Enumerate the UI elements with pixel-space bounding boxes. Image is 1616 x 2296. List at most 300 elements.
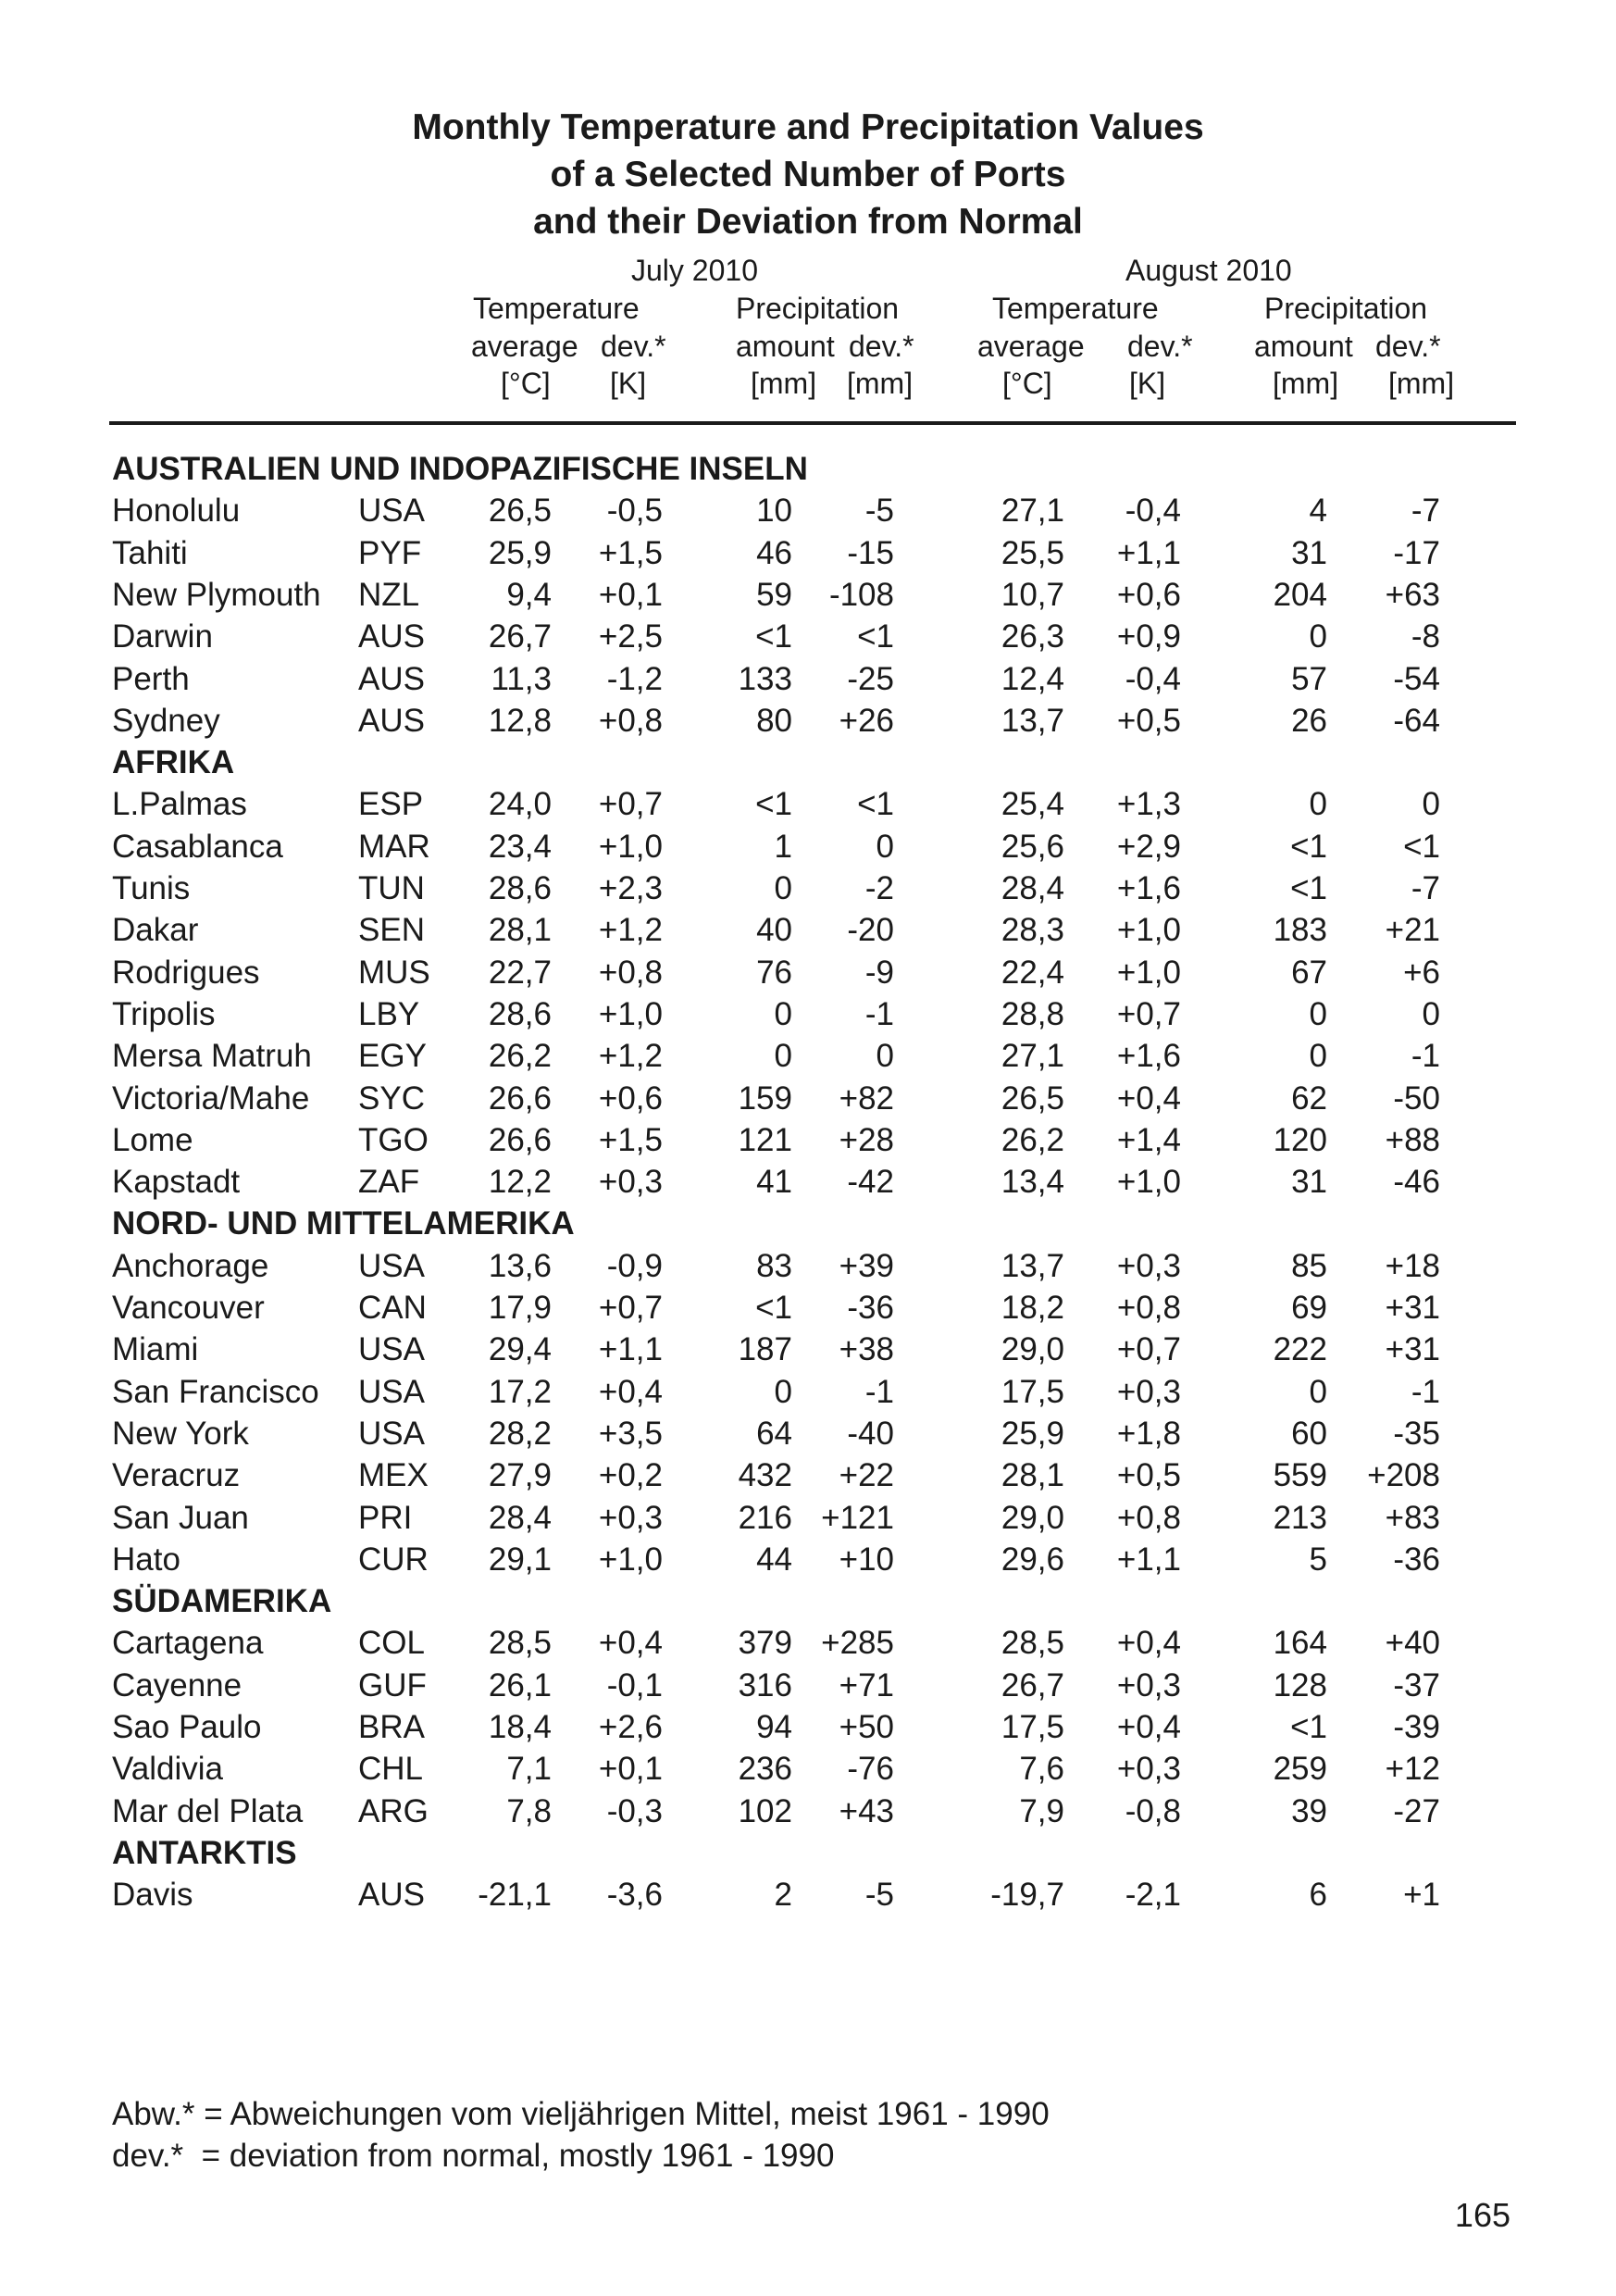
cell-jul-precip-dev: -9 xyxy=(864,954,894,991)
cell-aug-precip-dev: +31 xyxy=(1385,1331,1440,1368)
cell-aug-temp-avg: 29,6 xyxy=(1001,1541,1064,1578)
cell-aug-precip-amt: 0 xyxy=(1309,1038,1327,1075)
cell-aug-precip-dev: -17 xyxy=(1393,534,1440,571)
table-row xyxy=(0,1161,1616,1203)
cell-jul-precip-dev: 0 xyxy=(876,1038,894,1075)
country-code: USA xyxy=(358,1331,425,1368)
cell-jul-temp-avg: 13,6 xyxy=(488,1247,552,1284)
cell-aug-temp-avg: 28,5 xyxy=(1001,1625,1064,1662)
cell-aug-precip-amt: 26 xyxy=(1291,702,1327,739)
header-rule xyxy=(109,421,1516,425)
cell-jul-temp-dev: +2,3 xyxy=(598,870,663,906)
table-row xyxy=(0,490,1616,531)
cell-jul-precip-dev: -36 xyxy=(847,1290,894,1326)
cell-jul-temp-avg: 24,0 xyxy=(488,786,552,823)
cell-aug-temp-dev: +0,3 xyxy=(1116,1666,1181,1703)
country-code: ZAF xyxy=(358,1164,420,1201)
port-name: Dakar xyxy=(112,912,199,949)
section-title: AUSTRALIEN UND INDOPAZIFISCHE INSELN xyxy=(112,451,808,487)
cell-aug-temp-avg: 26,7 xyxy=(1001,1666,1064,1703)
country-code: AUS xyxy=(358,1877,425,1914)
cell-aug-precip-amt: 6 xyxy=(1309,1877,1327,1914)
section-header-row xyxy=(0,1580,1616,1622)
cell-jul-precip-dev: +26 xyxy=(839,702,894,739)
cell-jul-temp-dev: -0,9 xyxy=(606,1247,663,1284)
cell-jul-temp-avg: 29,1 xyxy=(488,1541,552,1578)
cell-aug-temp-dev: -2,1 xyxy=(1125,1877,1181,1914)
cell-aug-temp-avg: 26,5 xyxy=(1001,1079,1064,1117)
cell-aug-temp-dev: -0,4 xyxy=(1125,493,1181,530)
cell-aug-precip-dev: -8 xyxy=(1411,618,1440,655)
cell-jul-temp-avg: 22,7 xyxy=(488,954,552,991)
cell-aug-precip-dev: +1 xyxy=(1403,1877,1440,1914)
port-name: Veracruz xyxy=(112,1457,241,1494)
cell-jul-temp-avg: 26,6 xyxy=(488,1121,552,1158)
cell-aug-precip-dev: <1 xyxy=(1403,828,1440,865)
title-line-3: and their Deviation from Normal xyxy=(533,202,1083,242)
cell-aug-temp-dev: +0,4 xyxy=(1116,1079,1181,1117)
header-august-temp-dev: dev.* xyxy=(1127,330,1193,363)
cell-jul-temp-dev: +0,1 xyxy=(598,1751,663,1788)
cell-jul-temp-avg: 28,5 xyxy=(488,1625,552,1662)
cell-aug-precip-amt: 39 xyxy=(1291,1792,1327,1829)
cell-jul-precip-amt: 121 xyxy=(738,1121,792,1158)
port-name: Lome xyxy=(112,1121,193,1158)
country-code: GUF xyxy=(358,1666,427,1703)
cell-jul-precip-amt: 41 xyxy=(756,1164,792,1201)
cell-jul-temp-avg: 17,9 xyxy=(488,1290,552,1326)
country-code: BRA xyxy=(358,1709,425,1745)
page-number: 165 xyxy=(1454,2196,1510,2234)
port-name: Anchorage xyxy=(112,1247,269,1284)
cell-aug-precip-dev: -37 xyxy=(1393,1666,1440,1703)
cell-jul-precip-dev: -25 xyxy=(847,660,894,697)
port-name: Tahiti xyxy=(112,534,188,571)
port-name: Valdivia xyxy=(112,1751,223,1788)
port-name: Sydney xyxy=(112,702,220,739)
table-row xyxy=(0,1706,1616,1748)
cell-aug-precip-dev: -54 xyxy=(1393,660,1440,697)
cell-jul-precip-dev: -42 xyxy=(847,1164,894,1201)
country-code: USA xyxy=(358,493,425,530)
header-august-average: average xyxy=(977,330,1085,363)
country-code: AUS xyxy=(358,618,425,655)
cell-jul-temp-avg: -21,1 xyxy=(478,1877,552,1914)
country-code: CUR xyxy=(358,1541,429,1578)
cell-aug-precip-amt: 204 xyxy=(1273,576,1327,613)
cell-aug-precip-dev: +88 xyxy=(1385,1121,1440,1158)
cell-aug-precip-dev: -50 xyxy=(1393,1079,1440,1117)
header-august-amount: amount xyxy=(1254,330,1353,363)
cell-aug-temp-dev: +0,7 xyxy=(1116,995,1181,1032)
port-name: Miami xyxy=(112,1331,199,1368)
cell-aug-temp-avg: 29,0 xyxy=(1001,1331,1064,1368)
cell-jul-precip-dev: +22 xyxy=(839,1457,894,1494)
cell-jul-precip-amt: 0 xyxy=(774,870,792,906)
port-name: Vancouver xyxy=(112,1290,265,1326)
cell-aug-temp-avg: 27,1 xyxy=(1001,1038,1064,1075)
table-row xyxy=(0,1791,1616,1832)
cell-aug-precip-amt: 4 xyxy=(1309,493,1327,530)
cell-jul-temp-dev: -0,5 xyxy=(606,493,663,530)
cell-jul-temp-dev: +0,8 xyxy=(598,702,663,739)
cell-jul-temp-dev: +1,5 xyxy=(598,534,663,571)
cell-jul-precip-amt: 2 xyxy=(774,1877,792,1914)
header-july-precip-dev: dev.* xyxy=(849,330,914,363)
port-name: Mersa Matruh xyxy=(112,1038,312,1075)
cell-jul-temp-avg: 26,7 xyxy=(488,618,552,655)
cell-aug-precip-amt: 0 xyxy=(1309,786,1327,823)
port-name: Cartagena xyxy=(112,1625,264,1662)
country-code: AUS xyxy=(358,660,425,697)
cell-jul-temp-avg: 9,4 xyxy=(506,576,552,613)
cell-jul-precip-dev: +285 xyxy=(821,1625,894,1662)
country-code: AUS xyxy=(358,702,425,739)
cell-jul-precip-amt: 59 xyxy=(756,576,792,613)
port-name: San Francisco xyxy=(112,1373,319,1410)
country-code: LBY xyxy=(358,995,420,1032)
cell-aug-precip-amt: 57 xyxy=(1291,660,1327,697)
cell-aug-precip-amt: 67 xyxy=(1291,954,1327,991)
table-row xyxy=(0,1748,1616,1790)
cell-aug-temp-dev: +1,3 xyxy=(1116,786,1181,823)
cell-jul-precip-amt: <1 xyxy=(755,1290,792,1326)
section-header-row xyxy=(0,1832,1616,1874)
country-code: ESP xyxy=(358,786,424,823)
cell-jul-precip-amt: 64 xyxy=(756,1415,792,1452)
cell-jul-temp-dev: +0,7 xyxy=(598,1290,663,1326)
cell-jul-precip-dev: -40 xyxy=(847,1415,894,1452)
cell-aug-temp-avg: 25,4 xyxy=(1001,786,1064,823)
cell-jul-temp-avg: 7,1 xyxy=(506,1751,552,1788)
cell-aug-precip-dev: -46 xyxy=(1393,1164,1440,1201)
port-name: Honolulu xyxy=(112,493,241,530)
table-row xyxy=(0,532,1616,574)
cell-aug-temp-avg: 26,3 xyxy=(1001,618,1064,655)
cell-aug-temp-dev: +1,0 xyxy=(1116,1164,1181,1201)
cell-jul-temp-dev: +1,2 xyxy=(598,912,663,949)
cell-jul-precip-amt: <1 xyxy=(755,618,792,655)
cell-aug-precip-amt: 559 xyxy=(1273,1457,1327,1494)
country-code: MUS xyxy=(358,954,430,991)
cell-jul-precip-dev: -1 xyxy=(864,995,894,1032)
title-line-2: of a Selected Number of Ports xyxy=(550,155,1066,194)
cell-jul-precip-amt: 379 xyxy=(738,1625,792,1662)
cell-aug-temp-dev: -0,4 xyxy=(1125,660,1181,697)
cell-jul-temp-dev: -0,3 xyxy=(606,1792,663,1829)
port-name: Perth xyxy=(112,660,190,697)
cell-aug-temp-dev: -0,8 xyxy=(1125,1792,1181,1829)
table-row xyxy=(0,574,1616,616)
cell-jul-temp-dev: +2,5 xyxy=(598,618,663,655)
table-row xyxy=(0,1622,1616,1664)
cell-jul-precip-dev: <1 xyxy=(857,786,894,823)
cell-jul-precip-amt: 187 xyxy=(738,1331,792,1368)
cell-jul-temp-dev: +0,2 xyxy=(598,1457,663,1494)
cell-aug-temp-avg: 7,6 xyxy=(1019,1751,1064,1788)
cell-aug-temp-dev: +1,1 xyxy=(1116,534,1181,571)
country-code: TGO xyxy=(358,1121,429,1158)
section-title: AFRIKA xyxy=(112,744,235,781)
cell-aug-precip-dev: 0 xyxy=(1422,995,1440,1032)
cell-jul-precip-amt: 236 xyxy=(738,1751,792,1788)
section-header-row xyxy=(0,448,1616,490)
cell-jul-precip-dev: 0 xyxy=(876,828,894,865)
cell-aug-temp-dev: +0,4 xyxy=(1116,1709,1181,1745)
port-name: San Juan xyxy=(112,1499,249,1536)
country-code: MAR xyxy=(358,828,430,865)
country-code: CHL xyxy=(358,1751,424,1788)
cell-aug-precip-dev: +21 xyxy=(1385,912,1440,949)
cell-aug-temp-dev: +1,6 xyxy=(1116,1038,1181,1075)
cell-aug-temp-dev: +0,3 xyxy=(1116,1373,1181,1410)
cell-jul-precip-dev: +71 xyxy=(839,1666,894,1703)
cell-jul-precip-amt: 159 xyxy=(738,1079,792,1117)
cell-jul-precip-dev: -76 xyxy=(847,1751,894,1788)
port-name: Davis xyxy=(112,1877,193,1914)
cell-aug-precip-dev: -1 xyxy=(1411,1373,1440,1410)
cell-jul-temp-avg: 26,1 xyxy=(488,1666,552,1703)
cell-jul-temp-avg: 17,2 xyxy=(488,1373,552,1410)
port-name: Victoria/Mahe xyxy=(112,1079,310,1117)
cell-jul-temp-dev: +0,3 xyxy=(598,1499,663,1536)
cell-aug-precip-amt: <1 xyxy=(1290,870,1327,906)
cell-aug-temp-avg: 17,5 xyxy=(1001,1373,1064,1410)
country-code: TUN xyxy=(358,870,425,906)
cell-jul-precip-dev: -1 xyxy=(864,1373,894,1410)
table-row xyxy=(0,1287,1616,1329)
table-row xyxy=(0,783,1616,825)
country-code: USA xyxy=(358,1415,425,1452)
table-row xyxy=(0,1413,1616,1454)
cell-jul-temp-avg: 25,9 xyxy=(488,534,552,571)
cell-aug-temp-avg: 28,3 xyxy=(1001,912,1064,949)
table-row xyxy=(0,1078,1616,1119)
country-code: USA xyxy=(358,1247,425,1284)
cell-jul-precip-amt: 102 xyxy=(738,1792,792,1829)
cell-jul-temp-dev: +0,6 xyxy=(598,1079,663,1117)
cell-aug-temp-dev: +2,9 xyxy=(1116,828,1181,865)
table-row xyxy=(0,616,1616,657)
cell-aug-temp-dev: +1,8 xyxy=(1116,1415,1181,1452)
table-row xyxy=(0,1665,1616,1706)
cell-aug-precip-amt: 183 xyxy=(1273,912,1327,949)
table-row xyxy=(0,1874,1616,1915)
cell-aug-temp-avg: 25,5 xyxy=(1001,534,1064,571)
cell-aug-temp-avg: 13,7 xyxy=(1001,702,1064,739)
cell-aug-temp-dev: +0,4 xyxy=(1116,1625,1181,1662)
table-row xyxy=(0,1497,1616,1539)
cell-jul-precip-dev: +121 xyxy=(821,1499,894,1536)
page-title xyxy=(0,104,1616,245)
cell-jul-temp-avg: 26,5 xyxy=(488,493,552,530)
cell-aug-precip-amt: 69 xyxy=(1291,1290,1327,1326)
table-row xyxy=(0,1454,1616,1496)
cell-jul-temp-dev: +0,3 xyxy=(598,1164,663,1201)
header-august-precipitation: Precipitation xyxy=(1264,292,1428,325)
cell-aug-temp-avg: 7,9 xyxy=(1019,1792,1064,1829)
header-july-precipitation: Precipitation xyxy=(736,292,900,325)
cell-aug-temp-avg: 28,8 xyxy=(1001,995,1064,1032)
cell-aug-temp-dev: +0,3 xyxy=(1116,1247,1181,1284)
cell-aug-precip-dev: +208 xyxy=(1367,1457,1440,1494)
cell-jul-precip-amt: 83 xyxy=(756,1247,792,1284)
cell-jul-temp-avg: 28,6 xyxy=(488,870,552,906)
cell-jul-precip-amt: 80 xyxy=(756,702,792,739)
header-july-unit-c: [°C] xyxy=(501,367,551,400)
cell-aug-temp-avg: 25,6 xyxy=(1001,828,1064,865)
table-row xyxy=(0,658,1616,700)
cell-aug-temp-dev: +0,5 xyxy=(1116,1457,1181,1494)
cell-aug-temp-dev: +1,4 xyxy=(1116,1121,1181,1158)
table-row xyxy=(0,826,1616,867)
cell-jul-temp-dev: +1,0 xyxy=(598,828,663,865)
cell-jul-precip-amt: 44 xyxy=(756,1541,792,1578)
cell-jul-precip-amt: 94 xyxy=(756,1709,792,1745)
cell-jul-temp-avg: 18,4 xyxy=(488,1709,552,1745)
cell-aug-temp-avg: 12,4 xyxy=(1001,660,1064,697)
country-code: NZL xyxy=(358,576,420,613)
port-name: New York xyxy=(112,1415,249,1452)
cell-aug-precip-amt: 31 xyxy=(1291,534,1327,571)
cell-jul-temp-avg: 26,6 xyxy=(488,1079,552,1117)
footnote-german: Abw.* = Abweichungen vom vieljährigen Mittel, meist 1961 - 1990 xyxy=(112,2096,1050,2132)
country-code: COL xyxy=(358,1625,425,1662)
cell-jul-temp-avg: 28,2 xyxy=(488,1415,552,1452)
port-name: Darwin xyxy=(112,618,213,655)
table-row xyxy=(0,1119,1616,1161)
cell-jul-precip-dev: +39 xyxy=(839,1247,894,1284)
cell-aug-precip-dev: +83 xyxy=(1385,1499,1440,1536)
cell-aug-precip-dev: -35 xyxy=(1393,1415,1440,1452)
cell-aug-temp-dev: +0,3 xyxy=(1116,1751,1181,1788)
cell-jul-precip-amt: 40 xyxy=(756,912,792,949)
cell-aug-temp-avg: -19,7 xyxy=(990,1877,1064,1914)
port-name: Mar del Plata xyxy=(112,1792,304,1829)
cell-jul-temp-avg: 7,8 xyxy=(506,1792,552,1829)
cell-jul-precip-amt: 76 xyxy=(756,954,792,991)
cell-aug-temp-dev: +1,0 xyxy=(1116,954,1181,991)
header-july-amount: amount xyxy=(736,330,835,363)
cell-jul-temp-dev: +1,0 xyxy=(598,1541,663,1578)
header-august-unit-mm-dev: [mm] xyxy=(1388,367,1455,400)
cell-aug-precip-dev: -27 xyxy=(1393,1792,1440,1829)
cell-aug-temp-avg: 13,7 xyxy=(1001,1247,1064,1284)
cell-aug-precip-dev: +12 xyxy=(1385,1751,1440,1788)
country-code: PRI xyxy=(358,1499,413,1536)
cell-jul-precip-amt: 46 xyxy=(756,534,792,571)
port-name: Kapstadt xyxy=(112,1164,241,1201)
cell-aug-precip-dev: -7 xyxy=(1411,493,1440,530)
cell-aug-temp-dev: +0,8 xyxy=(1116,1499,1181,1536)
cell-jul-precip-amt: 0 xyxy=(774,995,792,1032)
cell-aug-precip-amt: 60 xyxy=(1291,1415,1327,1452)
cell-jul-precip-dev: -108 xyxy=(828,576,894,613)
port-name: Cayenne xyxy=(112,1666,242,1703)
cell-aug-precip-amt: 85 xyxy=(1291,1247,1327,1284)
port-name: Tunis xyxy=(112,870,191,906)
cell-aug-temp-avg: 13,4 xyxy=(1001,1164,1064,1201)
cell-jul-temp-avg: 11,3 xyxy=(491,660,552,697)
country-code: ARG xyxy=(358,1792,429,1829)
title-line-1: Monthly Temperature and Precipitation Values xyxy=(412,107,1204,147)
table-row xyxy=(0,1245,1616,1287)
port-name: New Plymouth xyxy=(112,576,321,613)
port-name: Sao Paulo xyxy=(112,1709,262,1745)
cell-aug-precip-amt: 213 xyxy=(1273,1499,1327,1536)
section-header-row xyxy=(0,742,1616,783)
table-row xyxy=(0,1539,1616,1580)
cell-jul-temp-dev: +0,8 xyxy=(598,954,663,991)
cell-aug-temp-dev: +0,7 xyxy=(1116,1331,1181,1368)
cell-jul-temp-avg: 12,2 xyxy=(488,1164,552,1201)
country-code: PYF xyxy=(358,534,422,571)
cell-aug-temp-dev: +1,0 xyxy=(1116,912,1181,949)
header-july-temp-dev: dev.* xyxy=(601,330,666,363)
cell-jul-temp-dev: -1,2 xyxy=(606,660,663,697)
cell-jul-precip-dev: +38 xyxy=(839,1331,894,1368)
cell-jul-temp-dev: +0,1 xyxy=(598,576,663,613)
header-july-unit-mm-dev: [mm] xyxy=(847,367,914,400)
table-row xyxy=(0,1329,1616,1370)
header-july-temperature: Temperature xyxy=(473,292,640,325)
cell-aug-precip-dev: -1 xyxy=(1411,1038,1440,1075)
cell-aug-temp-avg: 28,4 xyxy=(1001,870,1064,906)
header-august-temperature: Temperature xyxy=(992,292,1159,325)
cell-aug-precip-dev: -64 xyxy=(1393,702,1440,739)
cell-aug-temp-avg: 10,7 xyxy=(1001,576,1064,613)
cell-aug-temp-avg: 25,9 xyxy=(1001,1415,1064,1452)
cell-jul-precip-dev: -20 xyxy=(847,912,894,949)
section-title: ANTARKTIS xyxy=(112,1834,297,1871)
header-august-precip-dev: dev.* xyxy=(1375,330,1441,363)
cell-aug-precip-amt: 120 xyxy=(1273,1121,1327,1158)
cell-aug-temp-dev: +0,8 xyxy=(1116,1290,1181,1326)
cell-aug-precip-amt: 222 xyxy=(1273,1331,1327,1368)
cell-jul-precip-amt: 432 xyxy=(738,1457,792,1494)
cell-aug-temp-avg: 29,0 xyxy=(1001,1499,1064,1536)
footnote-english: dev.* = deviation from normal, mostly 1961 - 1990 xyxy=(112,2138,835,2174)
table-row xyxy=(0,1035,1616,1077)
cell-aug-precip-amt: 62 xyxy=(1291,1079,1327,1117)
cell-aug-precip-amt: <1 xyxy=(1290,828,1327,865)
table-row xyxy=(0,993,1616,1035)
cell-jul-temp-dev: +3,5 xyxy=(598,1415,663,1452)
cell-aug-precip-dev: +63 xyxy=(1385,576,1440,613)
cell-jul-temp-dev: -3,6 xyxy=(606,1877,663,1914)
cell-jul-temp-avg: 23,4 xyxy=(488,828,552,865)
cell-jul-precip-dev: +82 xyxy=(839,1079,894,1117)
cell-jul-precip-dev: -5 xyxy=(864,493,894,530)
cell-aug-precip-dev: +31 xyxy=(1385,1290,1440,1326)
cell-jul-temp-dev: +1,2 xyxy=(598,1038,663,1075)
cell-jul-precip-amt: 216 xyxy=(738,1499,792,1536)
cell-jul-temp-dev: +1,1 xyxy=(598,1331,663,1368)
header-august-unit-c: [°C] xyxy=(1002,367,1052,400)
cell-jul-temp-dev: +0,7 xyxy=(598,786,663,823)
country-code: MEX xyxy=(358,1457,429,1494)
header-august-unit-k: [K] xyxy=(1129,367,1166,400)
cell-aug-precip-amt: 164 xyxy=(1273,1625,1327,1662)
cell-jul-temp-dev: +0,4 xyxy=(598,1625,663,1662)
country-code: SYC xyxy=(358,1079,425,1117)
cell-jul-precip-dev: -5 xyxy=(864,1877,894,1914)
cell-aug-precip-dev: +6 xyxy=(1403,954,1440,991)
cell-aug-temp-avg: 17,5 xyxy=(1001,1709,1064,1745)
cell-jul-temp-avg: 12,8 xyxy=(488,702,552,739)
port-name: Casablanca xyxy=(112,828,283,865)
cell-jul-temp-dev: +1,5 xyxy=(598,1121,663,1158)
